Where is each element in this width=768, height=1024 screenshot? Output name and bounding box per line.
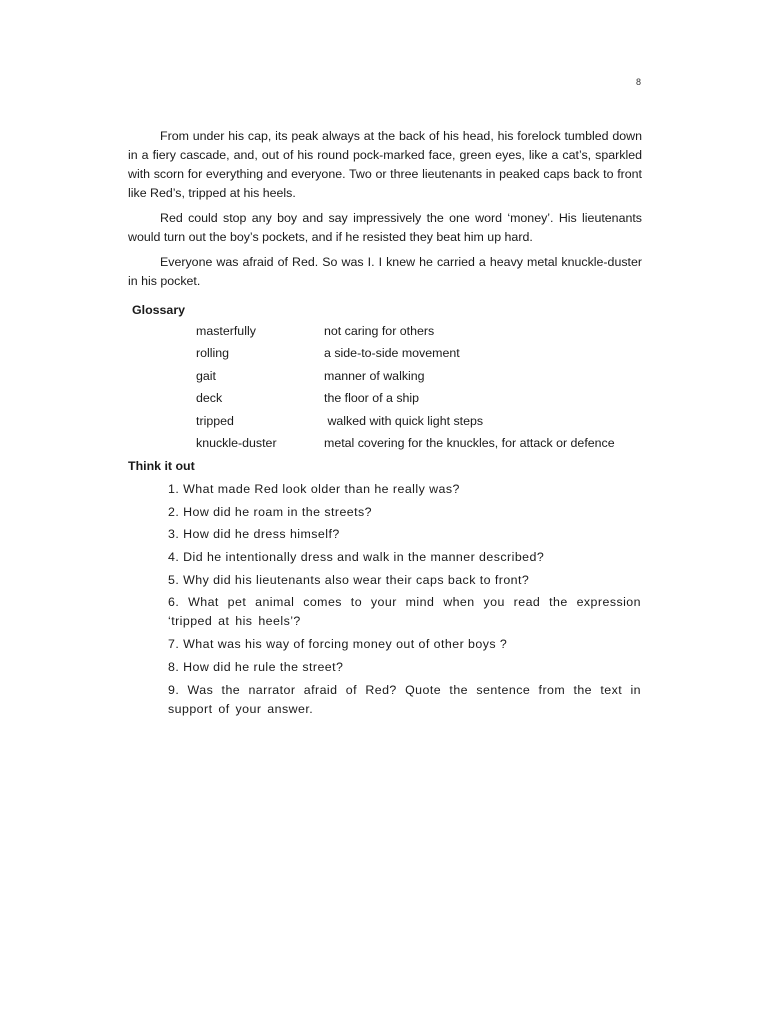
question-item: 6. What pet animal comes to your mind when you read the expression ‘tripped at his heels’? <box>168 595 641 629</box>
question-item: 4. Did he intentionally dress and walk in the manner described? <box>168 550 545 565</box>
glossary-term: deck <box>196 391 223 406</box>
story-paragraph: From under his cap, its peak always at the back of his head, his forelock tumbled down in a fiery cascade, and, out of his round pock-marked face, green eyes, like a cat’s, sparkled with scorn for everything and everyone. Two or three lieutenants in peaked caps back to front like Red’s, tripped at his heels. <box>128 129 642 200</box>
question-item: 7. What was his way of forcing money out of other boys ? <box>168 637 508 652</box>
glossary-entry <box>196 346 636 368</box>
question-item: 1. What made Red look older than he really was? <box>168 482 460 496</box>
glossary-definition: walked with quick light steps <box>324 413 484 428</box>
glossary-list <box>196 324 636 458</box>
glossary-definition: manner of walking <box>324 368 425 383</box>
story-text <box>128 127 642 297</box>
question-item: 9. Was the narrator afraid of Red? Quote the sentence from the text in support of your answer. <box>168 682 641 716</box>
glossary-term: masterfully <box>196 324 256 338</box>
question-item: 5. Why did his lieutenants also wear their caps back to front? <box>168 572 530 587</box>
question-list <box>168 480 641 722</box>
glossary-term: knuckle-duster <box>196 435 277 450</box>
question-item: 2. How did he roam in the streets? <box>168 504 373 519</box>
glossary-term: gait <box>196 368 216 383</box>
glossary-definition: not caring for others <box>324 324 435 338</box>
story-paragraph: Everyone was afraid of Red. So was I. I knew he carried a heavy metal knuckle-duster in his pocket. <box>128 255 642 288</box>
glossary-definition: a side-to-side movement <box>324 346 460 361</box>
glossary-entry <box>196 436 636 458</box>
glossary-heading: Glossary <box>132 303 186 317</box>
glossary-entry <box>196 369 636 391</box>
glossary-entry <box>196 324 636 346</box>
glossary-term: rolling <box>196 346 230 361</box>
think-it-out-heading: Think it out <box>128 459 195 473</box>
glossary-definition: the floor of a ship <box>324 391 420 406</box>
question-item: 3. How did he dress himself? <box>168 527 340 542</box>
story-paragraph: Red could stop any boy and say impressively the one word ‘money’. His lieutenants would turn out the boy’s pockets, and if he resisted they beat him up hard. <box>128 211 642 244</box>
glossary-term: tripped <box>196 413 234 428</box>
question-item: 8. How did he rule the street? <box>168 659 344 674</box>
glossary-entry <box>196 391 636 413</box>
glossary-entry <box>196 414 636 436</box>
glossary-definition: metal covering for the knuckles, for attack or defence <box>324 435 615 450</box>
page-number: 8 <box>636 77 642 87</box>
